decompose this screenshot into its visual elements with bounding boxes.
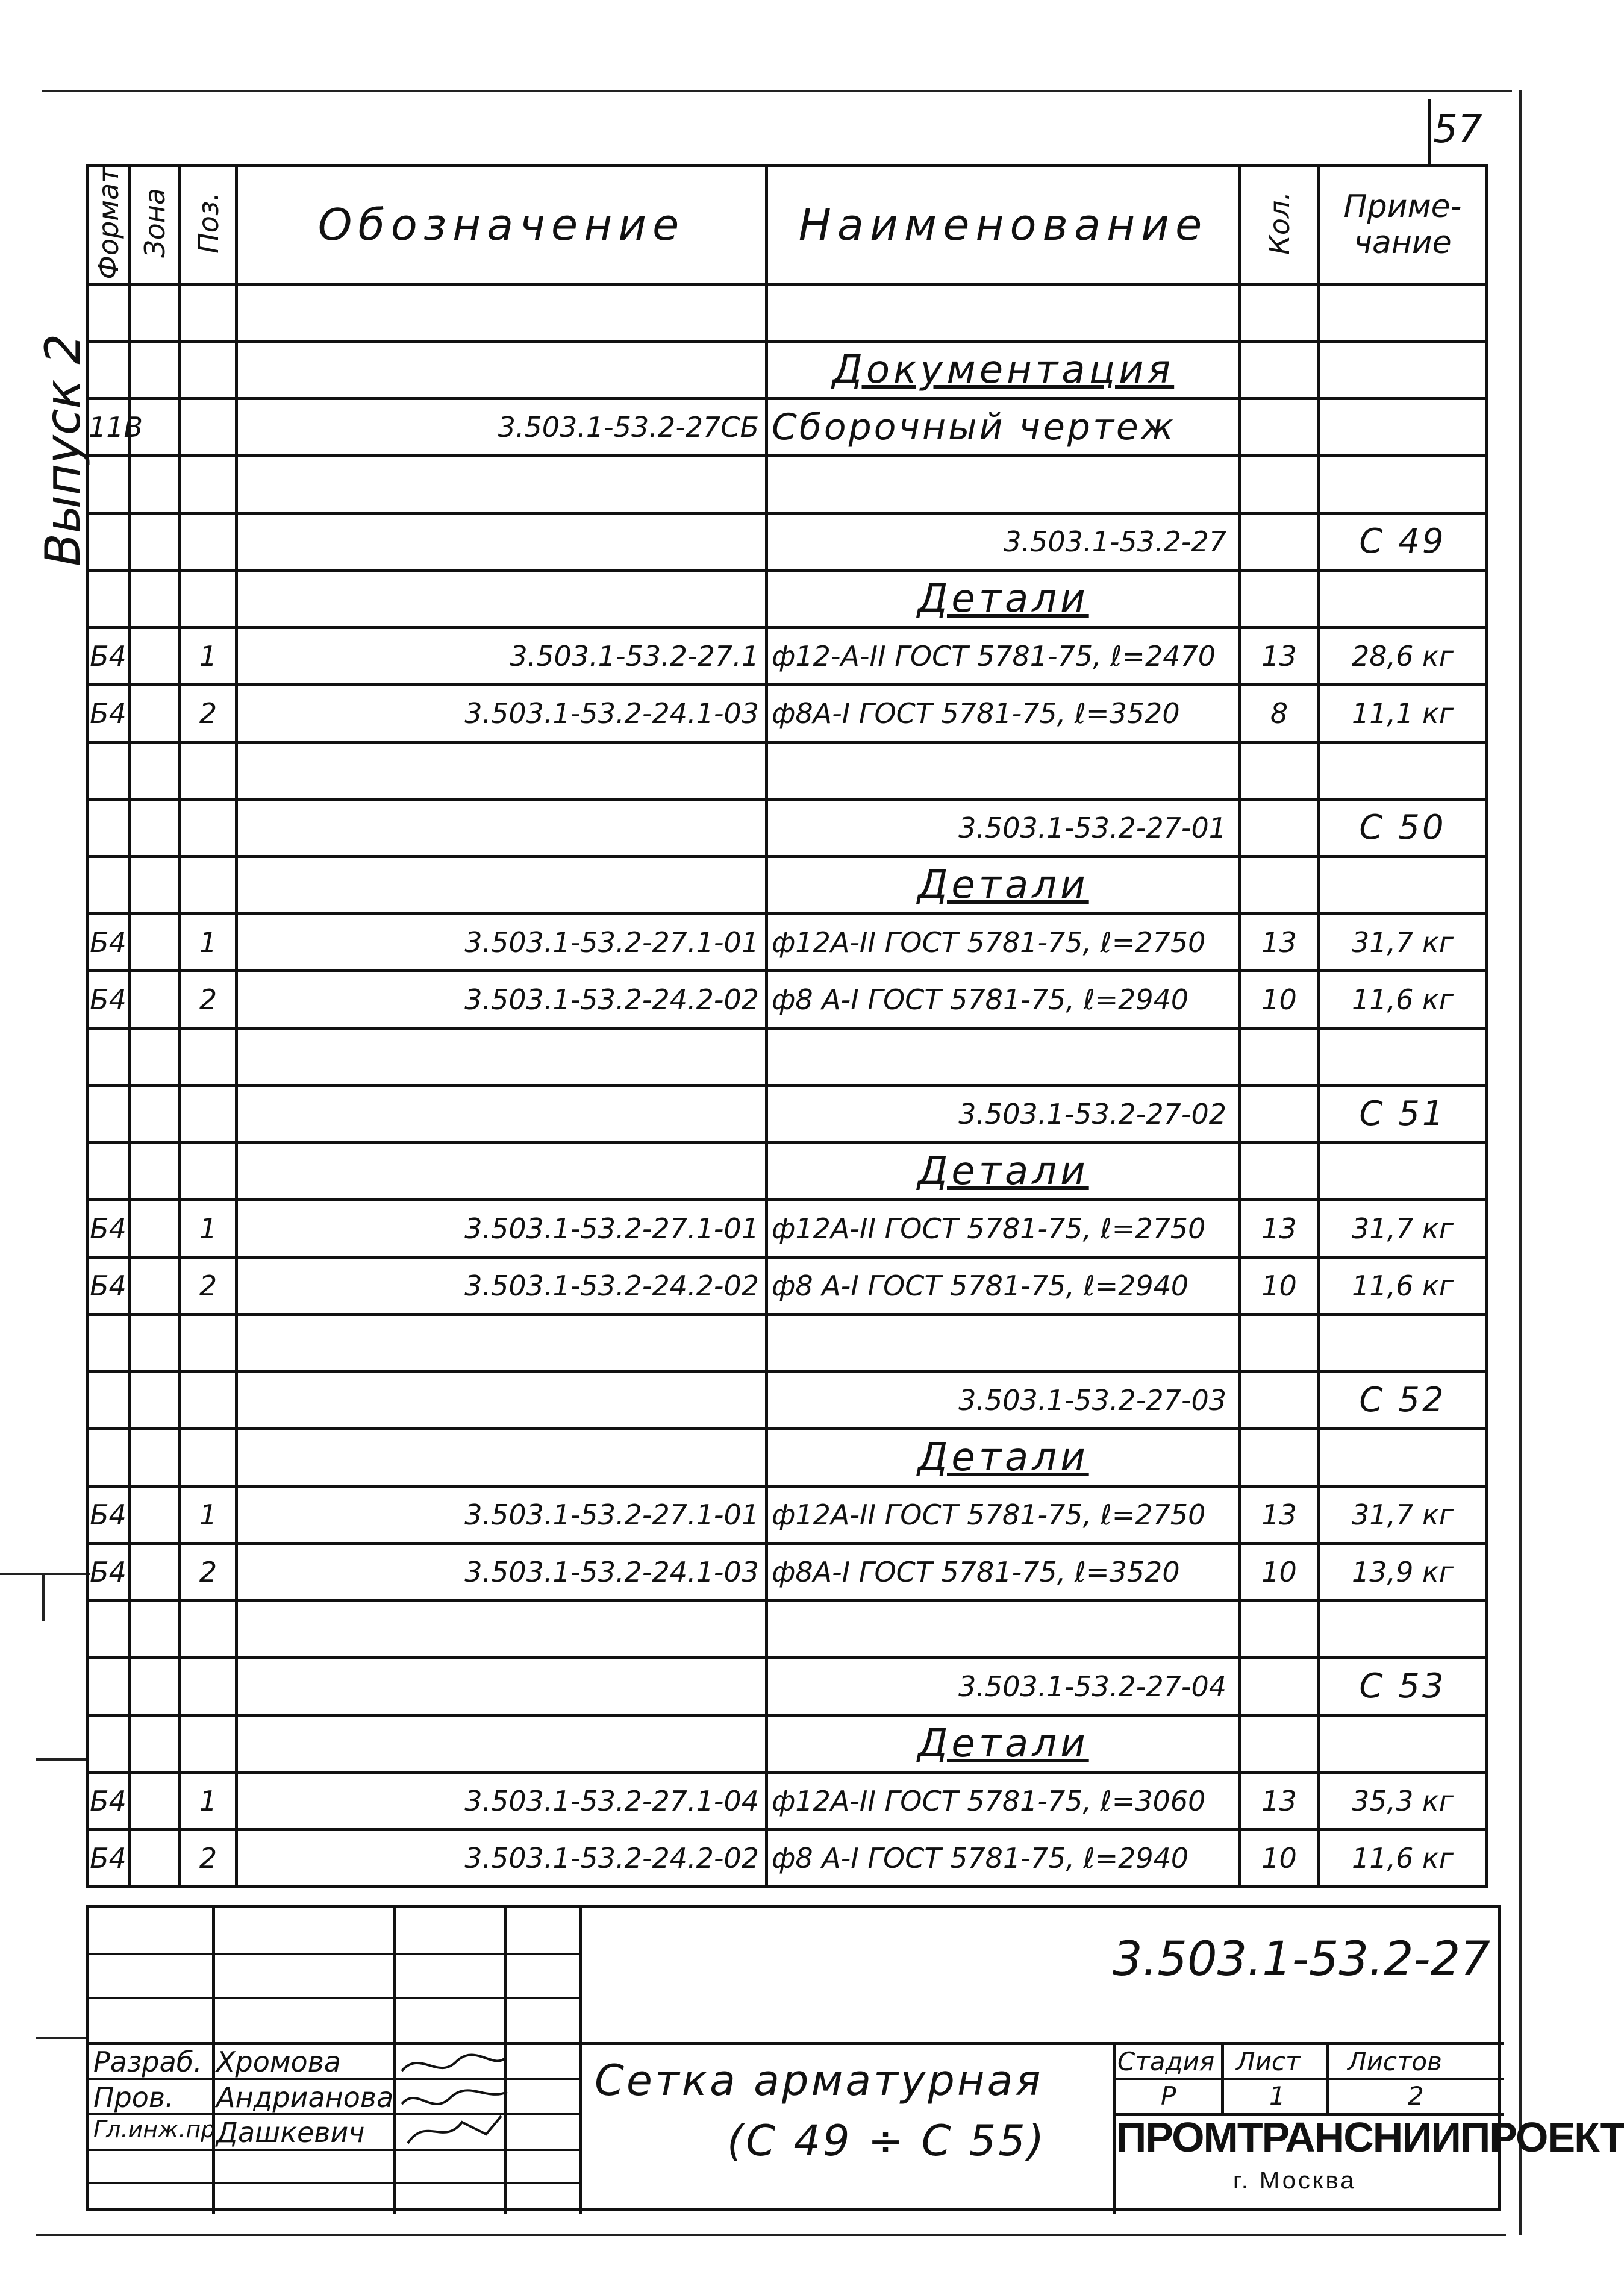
tb-hline-g [89, 2182, 579, 2184]
documentation-name: Сборочный чертеж [767, 398, 1240, 456]
item-position: 2 [180, 971, 237, 1028]
binding-tick-2 [42, 1573, 45, 1621]
table-row [87, 856, 1487, 913]
sheets-header: Листов [1348, 2047, 1442, 2076]
details-section-title: Детали [767, 570, 1240, 627]
item-position: 2 [180, 684, 237, 742]
item-note: 11,1 кг [1319, 684, 1487, 742]
table-row [87, 684, 1487, 742]
document-code: 3.503.1-53.2-27 [1113, 1932, 1490, 1987]
sheet-value: 1 [1269, 2081, 1285, 2111]
signature-name-1: Хромова [216, 2046, 341, 2078]
issue-label: Выпуск 2 [35, 333, 91, 566]
item-designation: 3.503.1-53.2-24.1-03 [237, 1543, 767, 1600]
sheet-number: 57 [1433, 107, 1482, 152]
table-row [87, 570, 1487, 627]
item-note: 31,7 кг [1319, 1486, 1487, 1543]
tb-vline-4 [579, 1908, 582, 2214]
table-row [87, 799, 1487, 856]
item-designation: 3.503.1-53.2-27.1-04 [237, 1772, 767, 1829]
item-format: Б4 [87, 1543, 130, 1600]
item-name: ф8 А-I ГОСТ 5781-75, ℓ=2940 [767, 1829, 1240, 1887]
item-format: Б4 [87, 1772, 130, 1829]
stage-header: Стадия [1117, 2047, 1215, 2076]
item-note: 35,3 кг [1319, 1772, 1487, 1829]
item-note: 31,7 кг [1319, 913, 1487, 971]
table-row [87, 1314, 1487, 1371]
item-format: Б4 [87, 1257, 130, 1314]
table-row [87, 1715, 1487, 1772]
sheet-title: Сетка арматурная [595, 2056, 1043, 2105]
item-designation: 3.503.1-53.2-27.1 [237, 627, 767, 684]
item-note: 11,6 кг [1319, 1829, 1487, 1887]
title-block [86, 1905, 1624, 2211]
item-note: 11,6 кг [1319, 1257, 1487, 1314]
item-designation: 3.503.1-53.2-24.1-03 [237, 684, 767, 742]
item-quantity: 13 [1240, 627, 1319, 684]
item-designation: 3.503.1-53.2-27.1-01 [237, 1486, 767, 1543]
tb-hline-b [89, 1997, 579, 1999]
assembly-mark: С 51 [1319, 1085, 1487, 1142]
table-row [87, 456, 1487, 513]
assembly-designation: 3.503.1-53.2-27-02 [767, 1085, 1240, 1142]
item-quantity: 10 [1240, 971, 1319, 1028]
item-position: 1 [180, 627, 237, 684]
tb-vline-sheet [1221, 2042, 1224, 2113]
item-format: Б4 [87, 627, 130, 684]
item-note: 13,9 кг [1319, 1543, 1487, 1600]
tb-hline-c [89, 2042, 1504, 2045]
details-section-title: Детали [767, 856, 1240, 913]
item-note: 11,6 кг [1319, 971, 1487, 1028]
item-designation: 3.503.1-53.2-24.2-02 [237, 971, 767, 1028]
table-row [87, 284, 1487, 341]
item-format: Б4 [87, 971, 130, 1028]
item-quantity: 10 [1240, 1543, 1319, 1600]
item-format: Б4 [87, 1200, 130, 1257]
tb-hline-a [89, 1953, 579, 1955]
table-row [87, 1658, 1487, 1715]
organization-name: ПРОМТРАНСНИИПРОЕКТ [1116, 2114, 1624, 2161]
item-designation: 3.503.1-53.2-27.1-01 [237, 1200, 767, 1257]
signature-role-1: Разраб. [93, 2046, 202, 2078]
item-name: ф12А-II ГОСТ 5781-75, ℓ=2750 [767, 1200, 1240, 1257]
details-section-title: Детали [767, 1429, 1240, 1486]
item-designation: 3.503.1-53.2-24.2-02 [237, 1829, 767, 1887]
item-designation: 3.503.1-53.2-24.2-02 [237, 1257, 767, 1314]
item-quantity: 13 [1240, 1200, 1319, 1257]
table-row [87, 742, 1487, 799]
item-note: 31,7 кг [1319, 1200, 1487, 1257]
header-format: Формат [87, 166, 130, 284]
header-note: Приме- чание [1319, 166, 1487, 284]
item-quantity: 13 [1240, 1486, 1319, 1543]
item-name: ф12А-II ГОСТ 5781-75, ℓ=2750 [767, 913, 1240, 971]
assembly-designation: 3.503.1-53.2-27-04 [767, 1658, 1240, 1715]
item-position: 2 [180, 1257, 237, 1314]
item-name: ф8 А-I ГОСТ 5781-75, ℓ=2940 [767, 1257, 1240, 1314]
item-name: ф12-А-II ГОСТ 5781-75, ℓ=2470 [767, 627, 1240, 684]
signature-role-2: Пров. [93, 2081, 174, 2114]
assembly-designation: 3.503.1-53.2-27-03 [767, 1371, 1240, 1429]
item-position: 2 [180, 1543, 237, 1600]
organization-city: г. Москва [1233, 2167, 1357, 2194]
item-format: Б4 [87, 1486, 130, 1543]
table-row [87, 398, 1487, 456]
assembly-designation: 3.503.1-53.2-27 [767, 513, 1240, 570]
assembly-mark: С 50 [1319, 799, 1487, 856]
sheet-subtitle: (С 49 ÷ С 55) [727, 2116, 1047, 2166]
table-row [87, 1200, 1487, 1257]
table-row [87, 1543, 1487, 1600]
item-position: 2 [180, 1829, 237, 1887]
item-quantity: 8 [1240, 684, 1319, 742]
header-name: Наименование [767, 166, 1240, 284]
assembly-designation: 3.503.1-53.2-27-01 [767, 799, 1240, 856]
table-row [87, 513, 1487, 570]
item-quantity: 13 [1240, 913, 1319, 971]
table-row [87, 1429, 1487, 1486]
binding-tick-3 [36, 1758, 87, 1761]
documentation-format: 11В [87, 398, 130, 456]
binding-tick-1 [0, 1573, 90, 1575]
table-row [87, 1085, 1487, 1142]
documentation-designation: 3.503.1-53.2-27СБ [237, 398, 767, 456]
tb-vline-stage [1113, 2042, 1116, 2214]
item-position: 1 [180, 913, 237, 971]
table-row [87, 913, 1487, 971]
item-quantity: 13 [1240, 1772, 1319, 1829]
top-border-line [42, 90, 1512, 92]
item-position: 1 [180, 1200, 237, 1257]
table-row [87, 1600, 1487, 1658]
signature-role-3: Гл.инж.пр [93, 2116, 216, 2143]
item-position: 1 [180, 1486, 237, 1543]
details-section-title: Детали [767, 1715, 1240, 1772]
handwritten-signatures [396, 2044, 510, 2152]
item-name: ф8А-I ГОСТ 5781-75, ℓ=3520 [767, 1543, 1240, 1600]
assembly-mark: С 49 [1319, 513, 1487, 570]
header-zone: Зона [130, 166, 180, 284]
stage-value: Р [1161, 2081, 1176, 2111]
item-name: ф8 А-I ГОСТ 5781-75, ℓ=2940 [767, 971, 1240, 1028]
table-row [87, 341, 1487, 398]
specification-table [86, 164, 1488, 1888]
table-row [87, 1142, 1487, 1200]
item-designation: 3.503.1-53.2-27.1-01 [237, 913, 767, 971]
table-row [87, 1829, 1487, 1887]
tb-hline-stage [1113, 2078, 1504, 2080]
bottom-border-line [36, 2234, 1506, 2236]
item-note: 28,6 кг [1319, 627, 1487, 684]
table-header-row [87, 166, 1487, 284]
binding-tick-4 [36, 2037, 87, 2039]
header-designation: Обозначение [237, 166, 767, 284]
item-name: ф12А-II ГОСТ 5781-75, ℓ=2750 [767, 1486, 1240, 1543]
tb-vline-sheets [1326, 2042, 1329, 2113]
signature-name-2: Андрианова [216, 2081, 394, 2114]
item-format: Б4 [87, 913, 130, 971]
item-quantity: 10 [1240, 1829, 1319, 1887]
table-row [87, 1486, 1487, 1543]
table-row [87, 1257, 1487, 1314]
item-format: Б4 [87, 684, 130, 742]
item-name: ф12А-II ГОСТ 5781-75, ℓ=3060 [767, 1772, 1240, 1829]
assembly-mark: С 52 [1319, 1371, 1487, 1429]
item-format: Б4 [87, 1829, 130, 1887]
item-quantity: 10 [1240, 1257, 1319, 1314]
right-frame-line [1519, 90, 1522, 2235]
item-position: 1 [180, 1772, 237, 1829]
header-quantity: Кол. [1240, 166, 1319, 284]
item-name: ф8А-I ГОСТ 5781-75, ℓ=3520 [767, 684, 1240, 742]
table-row [87, 971, 1487, 1028]
table-row [87, 627, 1487, 684]
table-row [87, 1371, 1487, 1429]
assembly-mark: С 53 [1319, 1658, 1487, 1715]
header-position: Поз. [180, 166, 237, 284]
documentation-section-title: Документация [767, 341, 1240, 398]
sheet-header: Лист [1236, 2047, 1301, 2076]
table-row [87, 1028, 1487, 1085]
details-section-title: Детали [767, 1142, 1240, 1200]
sheets-value: 2 [1408, 2081, 1424, 2111]
signature-name-3: Дашкевич [216, 2116, 365, 2149]
table-row [87, 1772, 1487, 1829]
